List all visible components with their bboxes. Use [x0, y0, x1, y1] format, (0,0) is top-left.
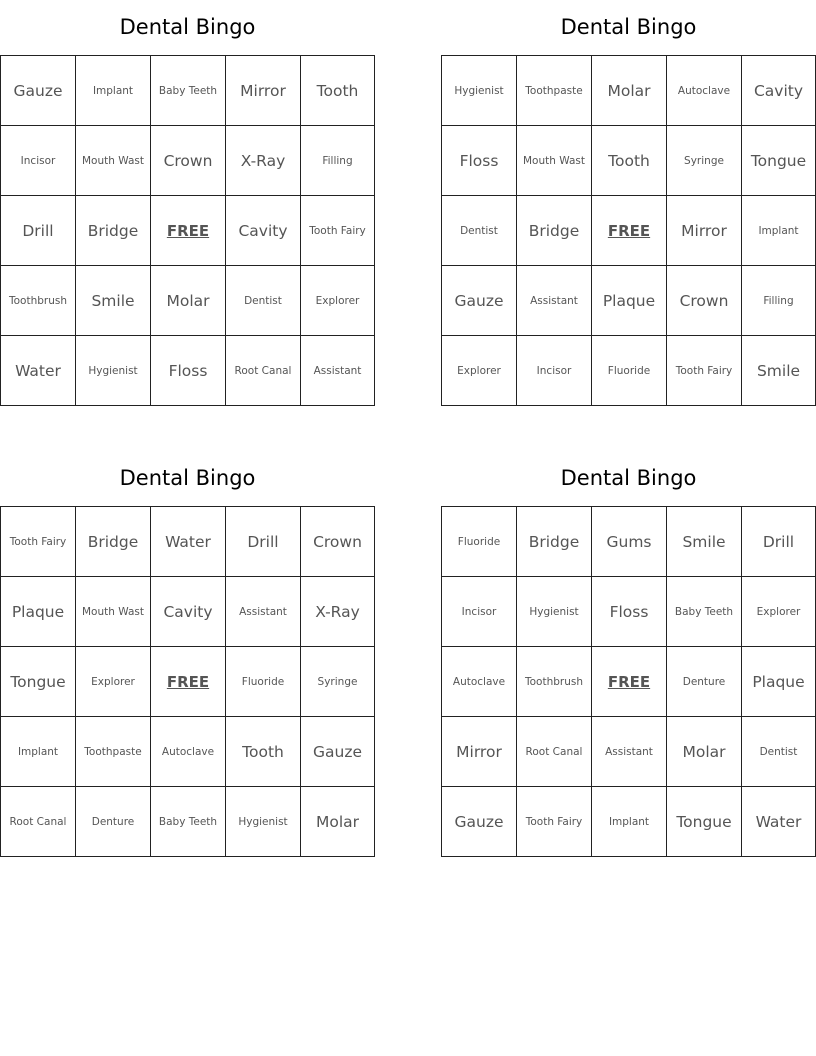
bingo-cell: Floss [442, 126, 516, 195]
bingo-cell: Toothpaste [76, 717, 150, 786]
bingo-cell: Water [151, 507, 225, 576]
bingo-cell: Toothpaste [517, 56, 591, 125]
bingo-cell: Mouth Wast [76, 126, 150, 195]
bingo-cell: Explorer [301, 266, 374, 335]
bingo-cell: Bridge [517, 507, 591, 576]
bingo-cell: Cavity [151, 577, 225, 646]
bingo-cell: Cavity [742, 56, 815, 125]
bingo-cell: Gauze [442, 266, 516, 335]
bingo-cell: Baby Teeth [667, 577, 741, 646]
bingo-cell: Gauze [442, 787, 516, 856]
bingo-cell: Root Canal [517, 717, 591, 786]
bingo-cell: Molar [667, 717, 741, 786]
bingo-cell: Assistant [226, 577, 300, 646]
free-space-cell: FREE [592, 196, 666, 265]
bingo-cell: Explorer [742, 577, 815, 646]
bingo-cell: Cavity [226, 196, 300, 265]
free-space-cell: FREE [151, 647, 225, 716]
bingo-cell: Tongue [667, 787, 741, 856]
bingo-cell: Autoclave [151, 717, 225, 786]
bingo-grid [441, 55, 816, 406]
bingo-cell: Baby Teeth [151, 56, 225, 125]
free-space-cell: FREE [592, 647, 666, 716]
bingo-cell: Dentist [226, 266, 300, 335]
bingo-cell: Tooth Fairy [301, 196, 374, 265]
bingo-cell: Plaque [742, 647, 815, 716]
bingo-cell: Plaque [1, 577, 75, 646]
bingo-cell: Tooth [301, 56, 374, 125]
bingo-cell: Dentist [442, 196, 516, 265]
free-space-cell: FREE [151, 196, 225, 265]
bingo-grid [0, 55, 375, 406]
bingo-cell: Incisor [517, 336, 591, 405]
card-title: Dental Bingo [119, 15, 256, 39]
bingo-cell: Explorer [76, 647, 150, 716]
bingo-cell: X-Ray [301, 577, 374, 646]
bingo-cell: Plaque [592, 266, 666, 335]
bingo-cell: Hygienist [76, 336, 150, 405]
bingo-cell: Water [1, 336, 75, 405]
bingo-cell: Implant [1, 717, 75, 786]
bingo-cell: Root Canal [226, 336, 300, 405]
bingo-cell: Water [742, 787, 815, 856]
bingo-cell: Tooth Fairy [667, 336, 741, 405]
bingo-cell: Syringe [667, 126, 741, 195]
bingo-cell: Toothbrush [517, 647, 591, 716]
bingo-cell: Autoclave [667, 56, 741, 125]
bingo-cell: Autoclave [442, 647, 516, 716]
card-title: Dental Bingo [560, 466, 697, 490]
bingo-cell: Baby Teeth [151, 787, 225, 856]
bingo-cell: Incisor [1, 126, 75, 195]
bingo-cell: Incisor [442, 577, 516, 646]
bingo-cell: Filling [301, 126, 374, 195]
card-title: Dental Bingo [560, 15, 697, 39]
bingo-cell: Mouth Wast [517, 126, 591, 195]
bingo-cell: Crown [151, 126, 225, 195]
bingo-cell: Tongue [1, 647, 75, 716]
bingo-grid [441, 506, 816, 857]
bingo-cell: Fluoride [442, 507, 516, 576]
bingo-cell: Bridge [517, 196, 591, 265]
bingo-cell: Molar [301, 787, 374, 856]
bingo-cell: Hygienist [517, 577, 591, 646]
bingo-cell: Denture [667, 647, 741, 716]
bingo-cell: Bridge [76, 196, 150, 265]
bingo-cell: Crown [301, 507, 374, 576]
bingo-cell: Tooth [592, 126, 666, 195]
bingo-cell: Hygienist [226, 787, 300, 856]
bingo-cell: Gums [592, 507, 666, 576]
bingo-cell: Mirror [667, 196, 741, 265]
bingo-cell: Bridge [76, 507, 150, 576]
bingo-cell: Drill [226, 507, 300, 576]
bingo-cell: Tooth [226, 717, 300, 786]
bingo-cell: Mirror [226, 56, 300, 125]
bingo-cell: Floss [151, 336, 225, 405]
bingo-cell: Tongue [742, 126, 815, 195]
bingo-cell: Implant [76, 56, 150, 125]
bingo-cell: Syringe [301, 647, 374, 716]
bingo-cell: Mirror [442, 717, 516, 786]
bingo-cell: Fluoride [226, 647, 300, 716]
bingo-cell: Crown [667, 266, 741, 335]
card-title: Dental Bingo [119, 466, 256, 490]
bingo-cell: Hygienist [442, 56, 516, 125]
bingo-cell: Smile [667, 507, 741, 576]
bingo-cell: Fluoride [592, 336, 666, 405]
bingo-cell: Root Canal [1, 787, 75, 856]
bingo-cell: Implant [592, 787, 666, 856]
bingo-cell: Mouth Wast [76, 577, 150, 646]
bingo-cell: Assistant [517, 266, 591, 335]
bingo-grid [0, 506, 375, 857]
bingo-cell: Smile [76, 266, 150, 335]
bingo-cell: Floss [592, 577, 666, 646]
bingo-cell: Smile [742, 336, 815, 405]
bingo-cell: Molar [151, 266, 225, 335]
bingo-cell: Drill [1, 196, 75, 265]
bingo-cell: Assistant [301, 336, 374, 405]
bingo-cell: Dentist [742, 717, 815, 786]
bingo-cell: Explorer [442, 336, 516, 405]
bingo-cell: Drill [742, 507, 815, 576]
bingo-cell: Toothbrush [1, 266, 75, 335]
bingo-cell: Filling [742, 266, 815, 335]
bingo-cell: Tooth Fairy [517, 787, 591, 856]
bingo-cell: X-Ray [226, 126, 300, 195]
bingo-cell: Tooth Fairy [1, 507, 75, 576]
bingo-cell: Gauze [1, 56, 75, 125]
bingo-cell: Implant [742, 196, 815, 265]
bingo-cell: Denture [76, 787, 150, 856]
bingo-cell: Assistant [592, 717, 666, 786]
bingo-cell: Molar [592, 56, 666, 125]
bingo-cell: Gauze [301, 717, 374, 786]
